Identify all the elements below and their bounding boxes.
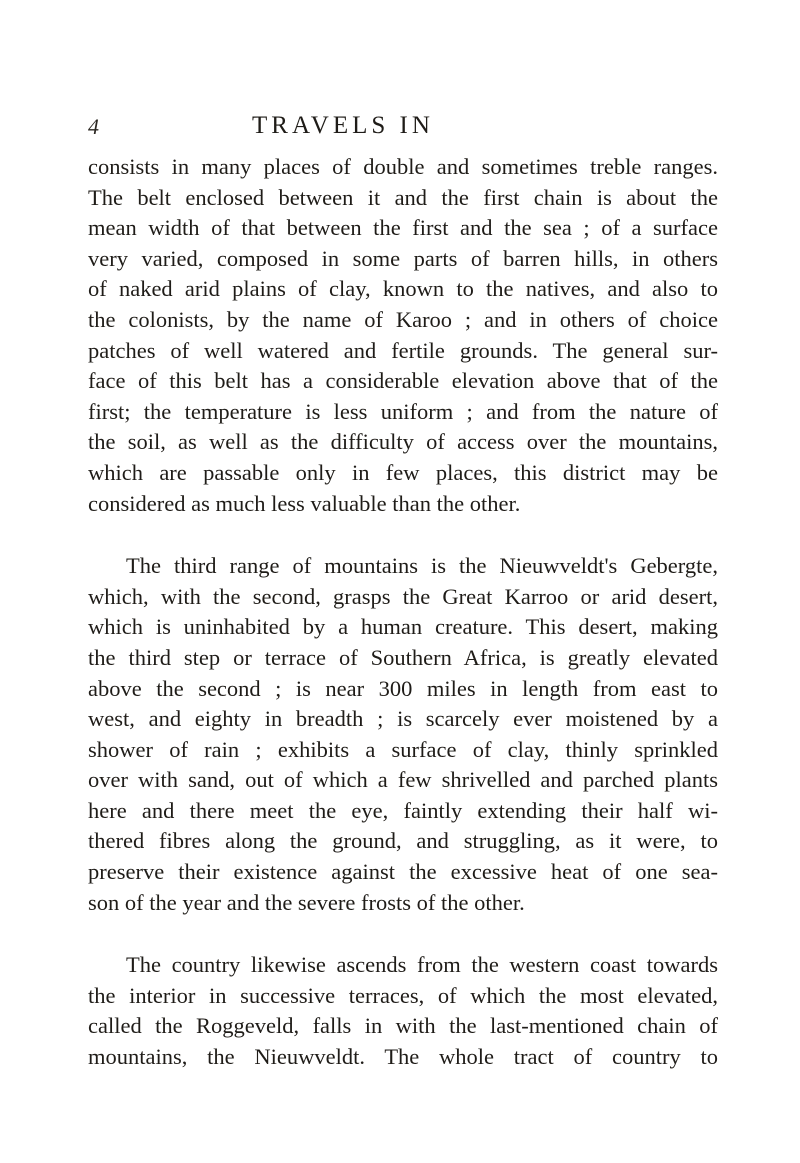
text-line: above the second ; is near 300 miles in length from east to <box>88 675 718 701</box>
text-line: west, and eighty in breadth ; is scarcely ever moistened by a <box>88 706 718 732</box>
text-line: of naked arid plains of clay, known to the natives, and also to <box>88 276 718 302</box>
text-line: called the Roggeveld, falls in with the last-mentioned chain of <box>88 1013 718 1039</box>
text-line: the soil, as well as the difficulty of access over the mountains, <box>88 429 718 455</box>
text-line: mountains, the Nieuwveldt. The whole tract of country to <box>88 1044 718 1070</box>
text-line: The third range of mountains is the Nieuwveldt's Gebergte, <box>126 553 718 579</box>
text-line: mean width of that between the first and the sea ; of a surface <box>88 215 718 241</box>
text-line: son of the year and the severe frosts of the other. <box>88 889 525 915</box>
body-text <box>88 152 718 1073</box>
text-line: thered fibres along the ground, and struggling, as it were, to <box>88 828 718 854</box>
text-line: consists in many places of double and sometimes treble ranges. <box>88 154 718 179</box>
text-line: over with sand, out of which a few shrivelled and parched plants <box>88 767 718 793</box>
text-line: the interior in successive terraces, of which the most elevated, <box>88 982 718 1008</box>
text-line: shower of rain ; exhibits a surface of clay, thinly sprinkled <box>88 736 718 762</box>
text-line: preserve their existence against the excessive heat of one sea- <box>88 859 718 885</box>
text-line: The country likewise ascends from the western coast towards <box>126 952 718 978</box>
text-line: the colonists, by the name of Karoo ; and in others of choice <box>88 306 718 332</box>
paragraph-gap <box>88 918 718 950</box>
text-line: which, with the second, grasps the Great Karroo or arid desert, <box>88 583 718 609</box>
text-line: the third step or terrace of Southern Africa, is greatly elevated <box>88 644 718 670</box>
text-line: here and there meet the eye, faintly extending their half wi- <box>88 797 718 823</box>
text-line: face of this belt has a considerable elevation above that of the <box>88 368 718 394</box>
text-line: first; the temperature is less uniform ; and from the nature of <box>88 398 718 424</box>
paragraph-gap <box>88 519 718 551</box>
paragraph-1 <box>88 152 718 519</box>
running-head: TRAVELS IN <box>252 112 434 139</box>
paragraph-2 <box>88 551 718 918</box>
text-line: considered as much less valuable than the other. <box>88 490 521 516</box>
text-line: very varied, composed in some parts of barren hills, in others <box>88 245 718 271</box>
page-number: 4 <box>88 114 99 139</box>
text-line: which are passable only in few places, this district may be <box>88 459 718 485</box>
text-line: The belt enclosed between it and the first chain is about the <box>88 184 718 210</box>
text-line: patches of well watered and fertile grounds. The general sur- <box>88 337 718 363</box>
text-line: which is uninhabited by a human creature. This desert, making <box>88 614 718 640</box>
page-header <box>0 112 800 142</box>
paragraph-3 <box>88 950 718 1072</box>
